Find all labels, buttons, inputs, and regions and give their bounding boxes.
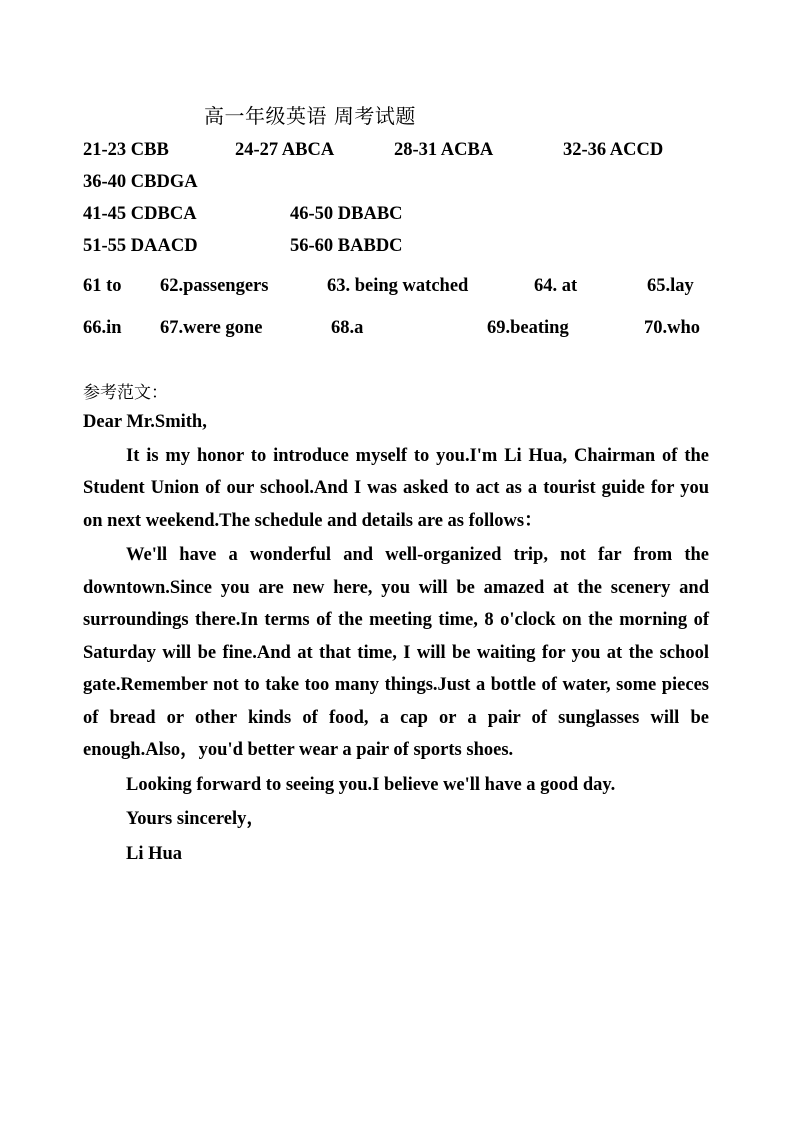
answer-item: 56-60 BABDC	[290, 236, 403, 256]
answer-item: 64. at	[534, 276, 578, 296]
answer-item: 61 to	[83, 276, 122, 296]
answer-item: 69.beating	[487, 318, 569, 338]
answer-item: 68.a	[331, 318, 364, 338]
answer-item: 63. being watched	[327, 276, 469, 296]
answer-item: 70.who	[644, 318, 701, 338]
letter-greeting: Dear Mr.Smith,	[83, 412, 207, 432]
answer-item: 36-40 CBDGA	[83, 172, 198, 192]
letter-closing-line: Looking forward to seeing you.I believe we'll have a good day.	[126, 774, 616, 795]
letter-signature: Li Hua	[126, 843, 183, 864]
answer-item: 46-50 DBABC	[290, 204, 403, 224]
answer-item: 41-45 CDBCA	[83, 204, 197, 224]
answer-item: 28-31 ACBA	[394, 140, 494, 160]
answer-item: 67.were gone	[160, 318, 263, 338]
answer-item: 51-55 DAACD	[83, 236, 198, 256]
letter-paragraph: It is my honor to introduce myself to you.I'm Li Hua, Chairman of the Student Union of our school.And I was asked to act as a tourist guide for you on next weekend.The schedule and details are as follows：	[83, 445, 709, 531]
letter-sign-off: Yours sincerely，	[126, 809, 265, 829]
page-title: 高一年级英语 周考试题	[204, 104, 416, 128]
essay-label: 参考范文：	[83, 383, 168, 403]
sample-letter	[83, 406, 709, 872]
answer-item: 62.passengers	[160, 276, 269, 296]
letter-paragraph: We'll have a wonderful and well-organized trip, not far from the downtown.Since you are new here, you will be amazed at the scenery and surroundings there.In terms of the meeting time, 8 o'clock on the morning of Saturday will be fine.And at that time, I will be waiting for you at the school gate.Remember not to take too many things.Just a bottle of water, some pieces of bread or other kinds of food, a cap or a pair of sunglasses will be enough.Also，you'd better wear a pair of sports shoes.	[83, 545, 709, 760]
answer-item: 32-36 ACCD	[563, 140, 664, 160]
answer-item: 66.in	[83, 318, 122, 338]
answer-item: 65.lay	[647, 276, 694, 296]
answer-item: 24-27 ABCA	[235, 140, 335, 160]
answer-item: 21-23 CBB	[83, 140, 169, 160]
